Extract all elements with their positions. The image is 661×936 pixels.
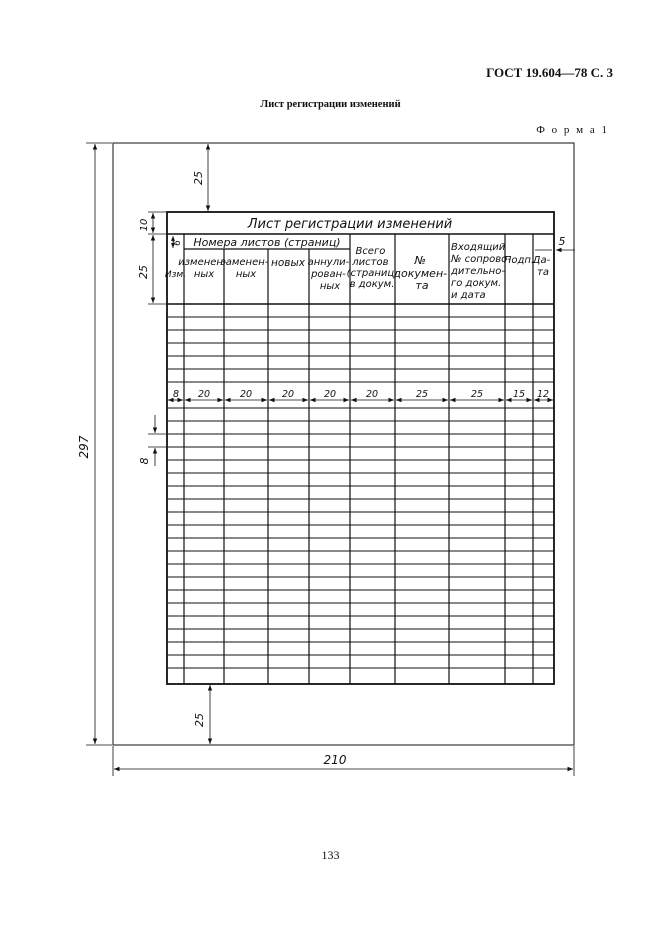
col-novyh-line1: новых: [271, 257, 305, 269]
col-nomer-dok-header: [392, 254, 450, 292]
col-annul-line2: рован-: [311, 269, 346, 280]
title-row-height-label: 10: [139, 218, 150, 232]
col-nomer-line1: №: [414, 254, 426, 267]
col-novyh-header: [271, 257, 306, 269]
col-vhod-line3: дительно-: [451, 266, 505, 277]
row-height-label: 8: [138, 457, 151, 465]
col-vsego-line4: в докум.: [349, 279, 395, 290]
col-izmenennyh-line1: изменен-: [178, 257, 227, 268]
width-label-col9: 15: [512, 389, 526, 400]
bottom-margin-label: 25: [193, 713, 206, 727]
col-zamenennyh-header: [220, 257, 271, 280]
form-rows: [167, 317, 554, 668]
col-annul-line3: ных: [319, 281, 341, 292]
width-label-col8: 25: [470, 389, 484, 400]
col-zamenennyh-line1: заменен-: [220, 257, 269, 268]
left-dimension-lines: [148, 212, 166, 304]
form-title: Лист регистрации изменений: [247, 217, 453, 232]
width-label-col1: 8: [172, 389, 180, 400]
col-data-header: [532, 255, 554, 278]
small-6-label: 6: [173, 240, 183, 246]
page-number: 133: [321, 848, 340, 862]
column-width-labels: [173, 389, 549, 400]
page-width-label: 210: [323, 753, 347, 767]
standard-reference: ГОСТ 19.604—78 С. 3: [486, 65, 613, 80]
width-label-col6: 20: [365, 389, 379, 400]
col-zamenennyh-line2: ных: [235, 269, 257, 280]
col-vsego-line2: листов: [352, 257, 389, 268]
col-vsego-header: [347, 246, 398, 290]
page-height-label: 297: [77, 435, 91, 459]
width-label-col10: 12: [536, 389, 550, 400]
col-izm-header: Изм.: [164, 270, 187, 280]
header-height-label: 25: [137, 265, 150, 279]
top-margin-label: 25: [192, 171, 205, 185]
col-data-line2: та: [537, 267, 549, 278]
page-title: Лист регистрации изменений: [260, 99, 401, 110]
col-data-line1: Да-: [532, 255, 551, 266]
width-label-col5: 20: [323, 389, 337, 400]
col-vhod-line4: го докум.: [451, 278, 502, 289]
col-podp-header: [504, 255, 534, 266]
col-vhod-line1: Входящий: [451, 242, 506, 253]
col-vhod-line2: № сопрово-: [451, 254, 511, 265]
group-header-sheet-numbers: Номера листов (страниц): [193, 236, 341, 249]
width-label-col2: 20: [197, 389, 211, 400]
col-vhod-line5: и дата: [451, 290, 486, 301]
form-label: Ф о р м а 1: [536, 124, 609, 136]
col-izmenennyh-line2: ных: [193, 269, 215, 280]
col-vsego-line3: (страниц: [346, 268, 395, 279]
col-annul-line1: аннули-: [307, 257, 350, 268]
col-podp-line1: Подп.: [503, 255, 535, 266]
col-vsego-line1: Всего: [355, 246, 386, 257]
width-label-col4: 20: [281, 389, 295, 400]
col-nomer-line3: та: [415, 279, 429, 292]
width-label-col7: 25: [415, 389, 429, 400]
col-nomer-line2: докумен-: [393, 267, 448, 280]
width-label-col3: 20: [239, 389, 253, 400]
right-5-label: 5: [558, 235, 566, 248]
